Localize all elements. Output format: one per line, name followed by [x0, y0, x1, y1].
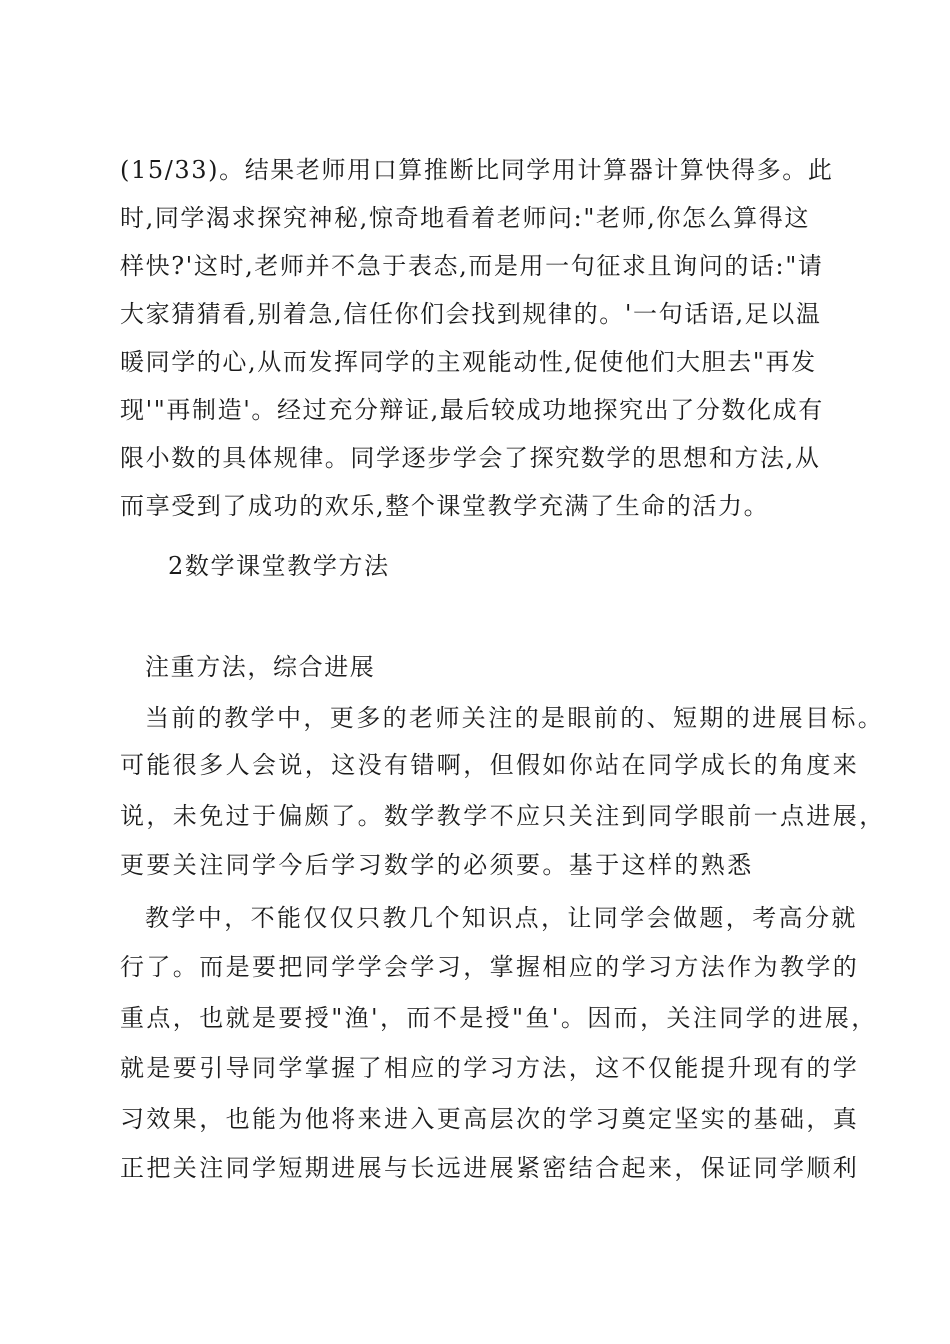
- paragraph-line: 就是要引导同学掌握了相应的学习方法，这不仅能提升现有的学: [120, 1054, 860, 1082]
- paragraph-line: 正把关注同学短期进展与长远进展紧密结合起来，保证同学顺利: [120, 1154, 860, 1182]
- paragraph-line: 时,同学渴求探究神秘,惊奇地看着老师问:"老师,你怎么算得这: [120, 204, 811, 232]
- paragraph-line: 更要关注同学今后学习数学的必须要。基于这样的熟悉: [120, 851, 754, 879]
- paragraph-line: 教学中，不能仅仅只教几个知识点，让同学会做题，考高分就: [145, 904, 858, 932]
- paragraph-line: 而享受到了成功的欢乐,整个课堂教学充满了生命的活力。: [120, 492, 770, 520]
- paragraph-line: 可能很多人会说，这没有错啊，但假如你站在同学成长的角度来: [120, 751, 860, 779]
- paragraph-line: 行了。而是要把同学学会学习，掌握相应的学习方法作为教学的: [120, 953, 860, 981]
- paragraph-line: 现'"再制造'。经过充分辩证,最后较成功地探究出了分数化成有: [120, 396, 824, 424]
- paragraph-line: 暖同学的心,从而发挥同学的主观能动性,促使他们大胆去"再发: [120, 348, 817, 376]
- subheading: 注重方法，综合进展: [145, 653, 376, 681]
- paragraph-line: 习效果，也能为他将来进入更高层次的学习奠定坚实的基础，真: [120, 1105, 860, 1133]
- section-heading: 2数学课堂教学方法: [168, 552, 390, 580]
- paragraph-line: (15/33)。结果老师用口算推断比同学用计算器计算快得多。此: [120, 156, 834, 184]
- paragraph-line: 限小数的具体规律。同学逐步学会了探究数学的思想和方法,从: [120, 444, 821, 472]
- paragraph-line: 重点，也就是要授"渔'，而不是授"鱼'。因而，关注同学的进展，: [120, 1004, 878, 1032]
- paragraph-line: 当前的教学中，更多的老师关注的是眼前的、短期的进展目标。: [145, 704, 885, 732]
- paragraph-line: 大家猜猜看,别着急,信任你们会找到规律的。'一句话语,足以温: [120, 300, 822, 328]
- paragraph-line: 样快?'这时,老师并不急于表态,而是用一句征求且询问的话:"请: [120, 252, 824, 280]
- paragraph-line: 说，未免过于偏颇了。数学教学不应只关注到同学眼前一点进展，: [120, 802, 886, 830]
